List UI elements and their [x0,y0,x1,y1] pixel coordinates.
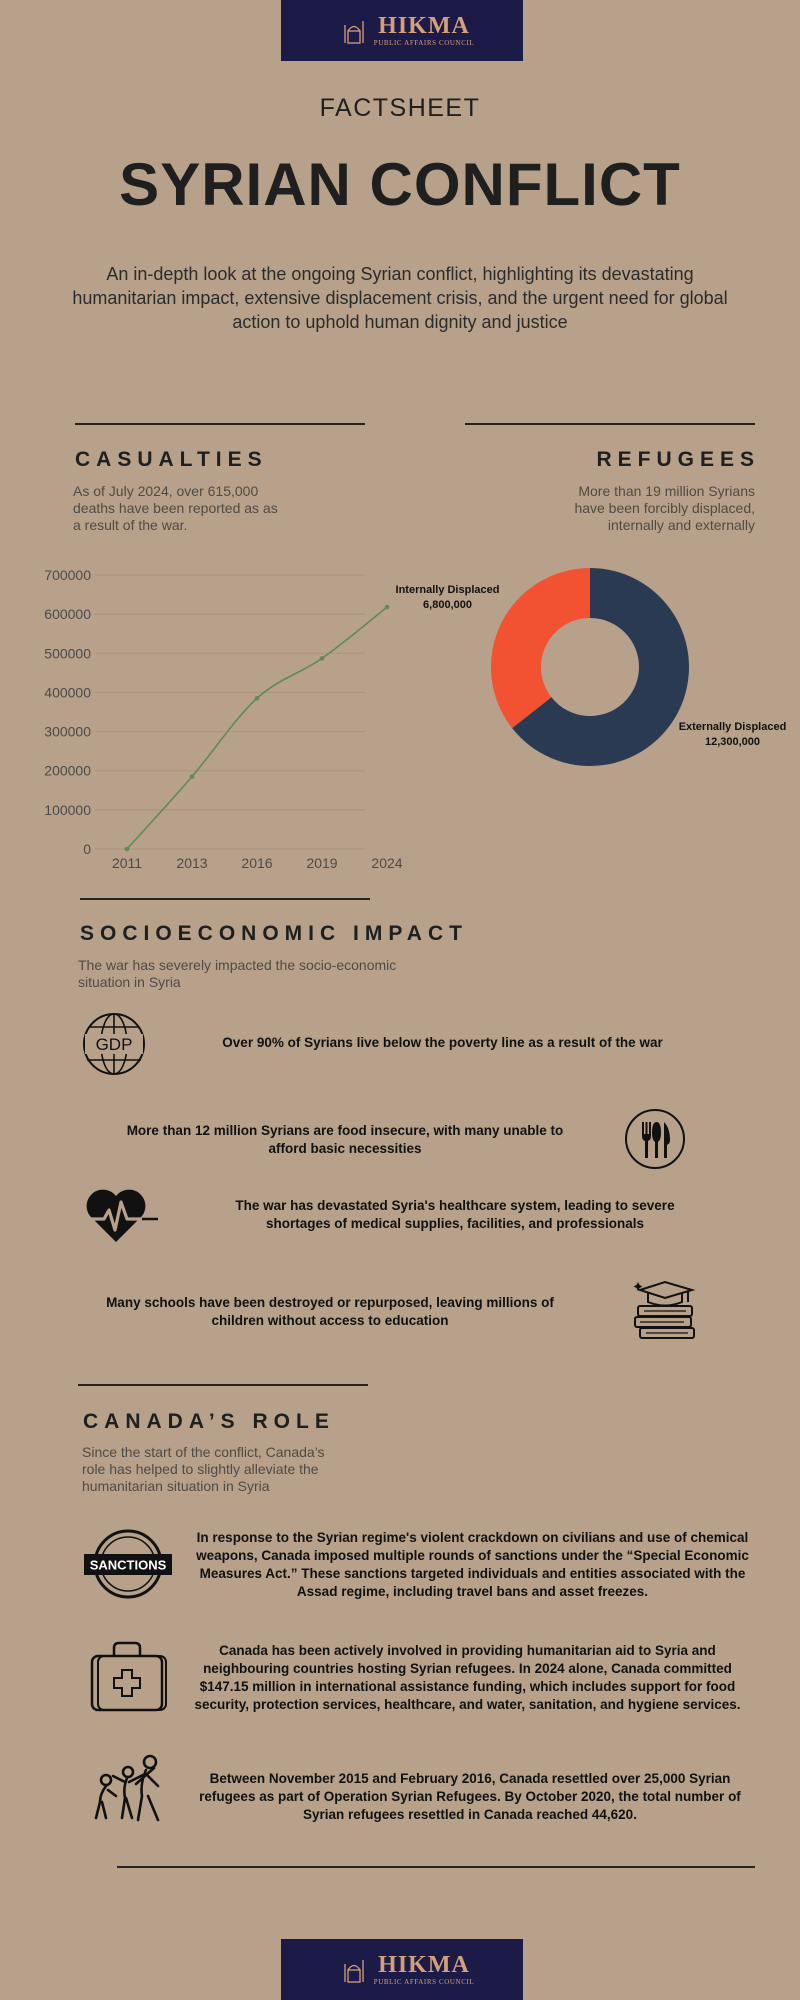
data-point [320,656,325,661]
brand-tagline: PUBLIC AFFAIRS COUNCIL [373,1978,475,1986]
top-logo-banner [281,0,523,61]
y-tick-label: 600000 [44,606,91,623]
bottom-logo-banner [281,1939,523,2000]
x-tick-label: 2011 [111,855,143,871]
x-tick-label: 2016 [241,855,273,871]
casualties-text: As of July 2024, over 615,000 deaths have been reported as as a result of the war. [73,483,278,533]
y-tick-label: 0 [83,841,91,857]
gdp-globe-icon [82,1012,146,1076]
heartbeat-icon [82,1186,158,1246]
socio-text: The war has severely impacted the socio-economic situation in Syria [78,957,397,990]
refugees-heading: REFUGEES [596,448,760,471]
canada-text: Since the start of the conflict, Canada’s role has helped to slightly alleviate the humanitarian situation in Syria [82,1444,325,1494]
socio-item-education: Many schools have been destroyed or repurposed, leaving millions of children without access to education [106,1295,554,1328]
intro-paragraph: An in-depth look at the ongoing Syrian conflict, highlighting its devastating humanitarian impact, extensive displacement crisis, and the urgent need for global action to uphold human dignity and justice [72,264,728,332]
x-tick-label: 2024 [371,855,403,871]
data-point [255,696,260,701]
y-tick-label: 100000 [44,801,91,818]
casualties-heading: CASUALTIES [75,448,268,471]
socio-item-food: More than 12 million Syrians are food insecure, with many unable to afford basic necessities [126,1123,564,1156]
data-point [125,847,130,852]
y-tick-label: 500000 [44,645,91,662]
cutlery-icon [624,1108,686,1170]
casualties-line-chart [40,560,403,875]
internally-displaced-label: Internally Displaced [395,584,500,596]
donut-label-internally-displaced [390,583,505,613]
casualties-series-line [127,607,387,849]
externally-displaced-value: 12,300,000 [704,736,761,748]
medical-kit-icon [88,1640,168,1714]
page-title: SYRIAN CONFLICT [119,151,681,218]
refugees-family-icon [90,1754,170,1824]
y-tick-label: 400000 [44,684,91,701]
data-point [190,774,195,779]
brand-name: HIKMA [378,1952,470,1978]
canada-heading: CANADA’S ROLE [83,1410,335,1433]
donut-slice-internally-displaced [491,568,590,728]
crescent-mosque-emblem-icon [330,9,370,53]
brand-name: HIKMA [378,13,470,39]
y-tick-label: 200000 [44,762,91,779]
externally-displaced-label: Externally Displaced [678,721,787,733]
refugees-donut-chart [490,567,690,767]
refugees-divider [465,423,755,425]
socio-item-healthcare: The war has devastated Syria's healthcare system, leading to severe shortages of medical supplies, facilities, and professionals [235,1198,675,1231]
socio-divider [80,898,370,900]
gdp-icon-label: GDP [95,1035,133,1054]
sanctions-icon [83,1528,173,1600]
brand-tagline: PUBLIC AFFAIRS COUNCIL [373,39,475,47]
canada-item-resettlement: Between November 2015 and February 2016, Canada resettled over 25,000 Syrian refugees as part of Operation Syrian Refugees. By October 2020, the total number of Syrian refugees resettled in Canada reached 44,620. [199,1771,741,1822]
y-tick-label: 700000 [44,567,91,583]
sanctions-icon-label: SANCTIONS [89,1557,167,1573]
x-tick-label: 2013 [176,855,208,871]
internally-displaced-value: 6,800,000 [423,599,472,611]
donut-label-externally-displaced [670,720,795,750]
x-tick-label: 2019 [306,855,338,871]
closing-divider [117,1866,755,1868]
books-graduation-icon [632,1278,698,1344]
canada-item-humanitarian-aid: Canada has been actively involved in providing humanitarian aid to Syria and neighbouring countries hosting Syrian refugees. In 2024 alone, Canada committed $147.15 million in international assistance funding, which includes support for food security, protection services, healthcare, and water, sanitation, and hygiene services. [194,1643,741,1712]
casualties-divider [75,423,365,425]
factsheet-kicker: FACTSHEET [319,94,481,122]
refugees-text: More than 19 million Syrians have been forcibly displaced, internally and externally [574,483,755,533]
y-tick-label: 300000 [44,723,91,740]
data-point [385,605,390,610]
canada-item-sanctions: In response to the Syrian regime's violent crackdown on civilians and use of chemical weapons, Canada imposed multiple rounds of sanctions under the “Special Economic Measures Act.” These sanctions targeted individuals and entities associated with the Assad regime, including travel bans and asset freezes. [196,1530,749,1599]
socio-heading: SOCIOECONOMIC IMPACT [80,922,468,945]
crescent-mosque-emblem-icon [330,1948,370,1992]
socio-item-poverty: Over 90% of Syrians live below the poverty line as a result of the war [222,1035,663,1050]
canada-divider [78,1384,368,1386]
